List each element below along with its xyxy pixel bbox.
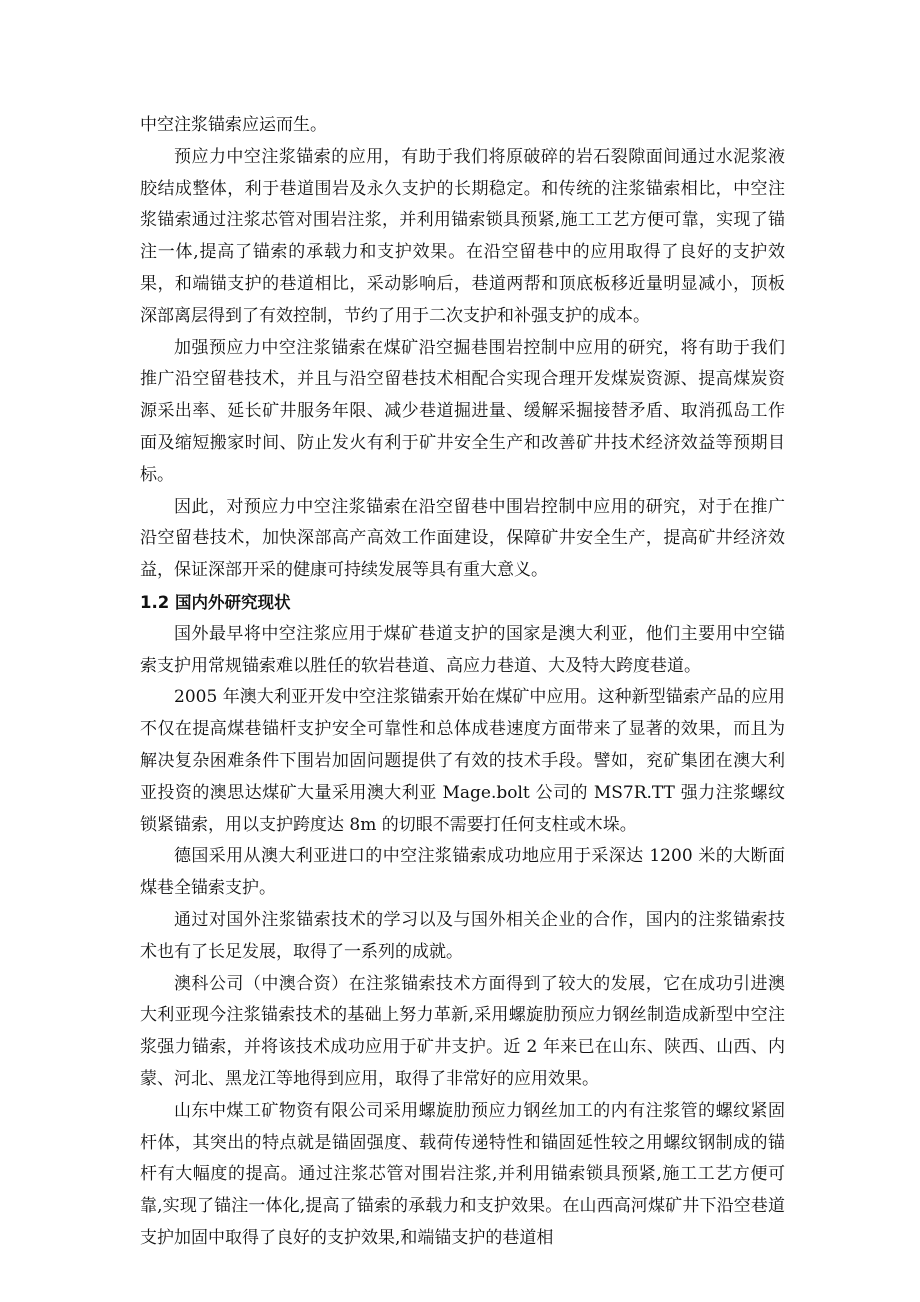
paragraph: 德国采用从澳大利亚进口的中空注浆锚索成功地应用于采深达 1200 米的大断面煤巷全锚索支护。 xyxy=(140,846,785,899)
paragraph: 通过对国外注浆锚索技术的学习以及与国外相关企业的合作，国内的注浆锚索技术也有了长足发展，取得了一系列的成就。 xyxy=(140,909,785,962)
paragraph: 加强预应力中空注浆锚索在煤矿沿空掘巷围岩控制中应用的研究，将有助于我们推广沿空留巷技术，并且与沿空留巷技术相配合实现合理开发煤炭资源、提高煤炭资源采出率、延长矿井服务年限、减少巷道掘进量、缓解采掘接替矛盾、取消孤岛工作面及缩短搬家时间、防止发火有利于矿井安全生产和改善矿井技术经济效益等预期目标。 xyxy=(140,337,785,485)
paragraph: 国外最早将中空注浆应用于煤矿巷道支护的国家是澳大利亚，他们主要用中空锚索支护用常规锚索难以胜任的软岩巷道、高应力巷道、大及特大跨度巷道。 xyxy=(140,623,785,676)
paragraph: 山东中煤工矿物资有限公司采用螺旋肋预应力钢丝加工的内有注浆管的螺纹紧固杆体，其突出的特点就是锚固强度、载荷传递特性和锚固延性较之用螺纹钢制成的锚杆有大幅度的提高。通过注浆芯管对围岩注浆,并利用锚索锁具预紧,施工工艺方便可靠,实现了锚注一体化,提高了锚索的承载力和支护效果。在山西高河煤矿井下沿空巷道支护加固中取得了良好的支护效果,和端锚支护的巷道相 xyxy=(140,1100,785,1248)
paragraph: 澳科公司（中澳合资）在注浆锚索技术方面得到了较大的发展，它在成功引进澳大利亚现今注浆锚索技术的基础上努力革新,采用螺旋肋预应力钢丝制造成新型中空注浆强力锚索，并将该技术成功应用于矿井支护。近 2 年来已在山东、陕西、山西、内蒙、河北、黑龙江等地得到应用，取得了非常好的应用效果。 xyxy=(140,973,785,1089)
section-heading: 1.2 国内外研究现状 xyxy=(140,592,291,612)
document-page xyxy=(140,110,785,1255)
paragraph: 预应力中空注浆锚索的应用，有助于我们将原破碎的岩石裂隙面间通过水泥浆液胶结成整体，利于巷道围岩及永久支护的长期稳定。和传统的注浆锚索相比，中空注浆锚索通过注浆芯管对围岩注浆，并利用锚索锁具预紧,施工工艺方便可靠，实现了锚注一体,提高了锚索的承载力和支护效果。在沿空留巷中的应用取得了良好的支护效果，和端锚支护的巷道相比，采动影响后，巷道两帮和顶底板移近量明显减小，顶板深部离层得到了有效控制，节约了用于二次支护和补强支护的成本。 xyxy=(140,146,785,326)
paragraph: 中空注浆锚索应运而生。 xyxy=(140,115,327,135)
paragraph: 因此，对预应力中空注浆锚索在沿空留巷中围岩控制中应用的研究，对于在推广沿空留巷技术，加快深部高产高效工作面建设，保障矿井安全生产，提高矿井经济效益，保证深部开采的健康可持续发展等具有重大意义。 xyxy=(140,496,785,581)
paragraph: 2005 年澳大利亚开发中空注浆锚索开始在煤矿中应用。这种新型锚索产品的应用不仅在提高煤巷锚杆支护安全可靠性和总体成巷速度方面带来了显著的效果，而且为解决复杂困难条件下围岩加固问题提供了有效的技术手段。譬如，兖矿集团在澳大利亚投资的澳思达煤矿大量采用澳大利亚 Mage.bolt 公司的 MS7R.TT 强力注浆螺纹锁紧锚索，用以支护跨度达 8m 的切眼不需要打任何支柱或木垛。 xyxy=(140,687,785,835)
